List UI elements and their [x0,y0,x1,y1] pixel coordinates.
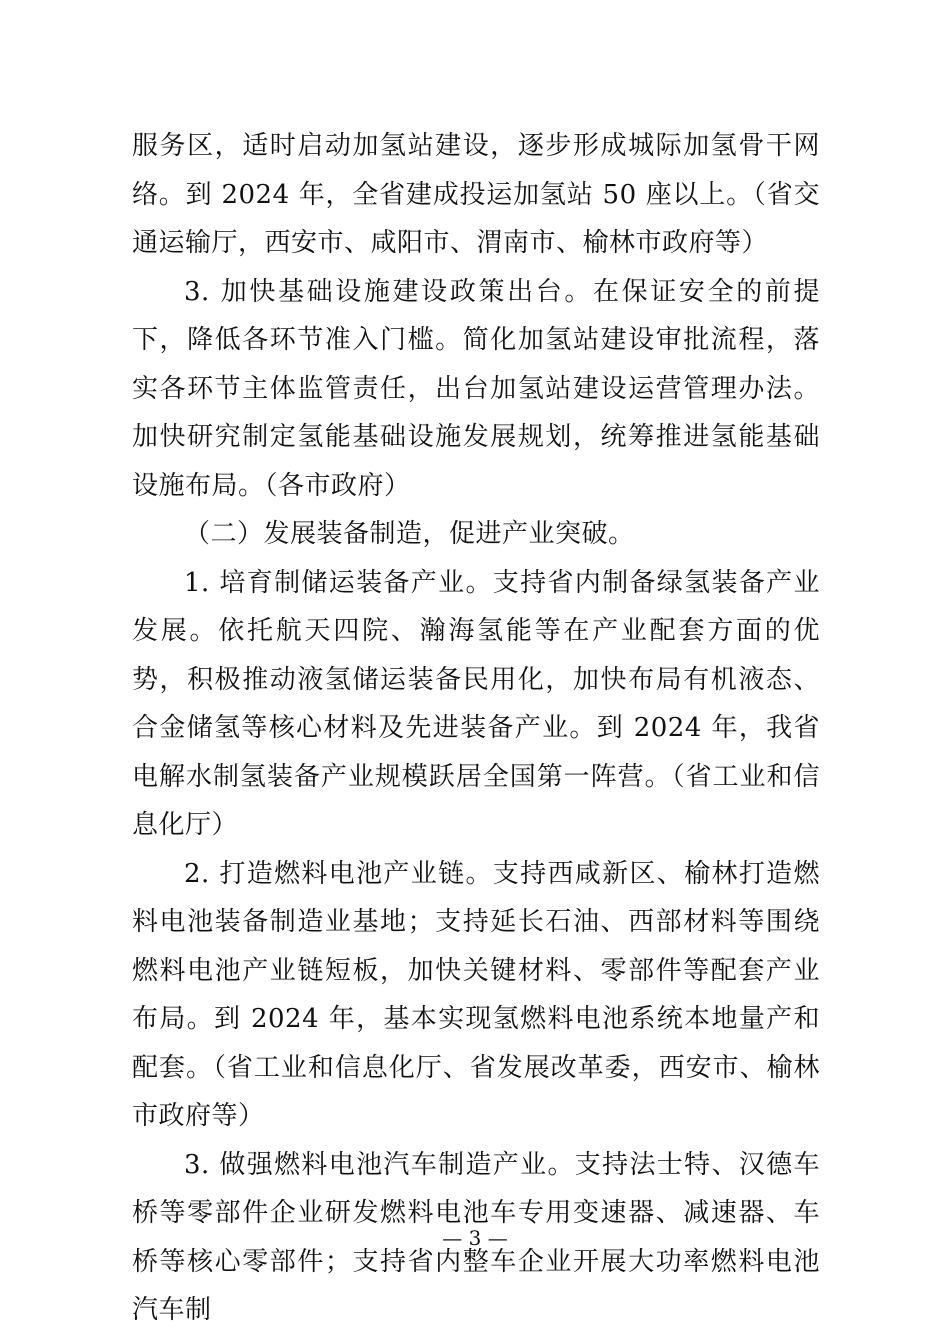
paragraph-continued: 服务区，适时启动加氢站建设，逐步形成城际加氢骨干网络。到 2024 年，全省建成投运加氢站 50 座以上。（省交通运输厅，西安市、咸阳市、渭南市、榆林市政府等） [132,131,820,258]
paragraph-item-3-vehicle: 3. 做强燃料电池汽车制造产业。支持法士特、汉德车桥等零部件企业研发燃料电池车专用变速器、减速器、车桥等核心零部件；支持省内整车企业开展大功率燃料电池汽车制 [132,1149,820,1325]
page-number: — 3 — [442,1226,508,1250]
paragraph-item-1-equipment: 1. 培育制储运装备产业。支持省内制备绿氢装备产业发展。依托航天四院、瀚海氢能等在产业配套方面的优势，积极推动液氢储运装备民用化，加快布局有机液态、合金储氢等核心材料及先进装备产业。到 2024 年，我省电解水制氢装备产业规模跃居全国第一阵营。（省工业和信息化厅） [132,567,820,840]
paragraph-item-2-fuel-cell: 2. 打造燃料电池产业链。支持西咸新区、榆林打造燃料电池装备制造业基地；支持延长石油、西部材料等围绕燃料电池产业链短板，加快关键材料、零部件等配套产业布局。到 2024 年，基本实现氢燃料电池系统本地量产和配套。（省工业和信息化厅、省发展改革委，西安市、榆林市政府等） [132,858,820,1131]
paragraph-item-3-infrastructure: 3. 加快基础设施建设政策出台。在保证安全的前提下，降低各环节准入门槛。简化加氢站建设审批流程，落实各环节主体监管责任，出台加氢站建设运营管理办法。加快研究制定氢能基础设施发展规划，统筹推进氢能基础设施布局。（各市政府） [132,276,820,501]
section-heading: （二）发展装备制造，促进产业突破。 [184,519,635,549]
body-text [132,122,820,1335]
